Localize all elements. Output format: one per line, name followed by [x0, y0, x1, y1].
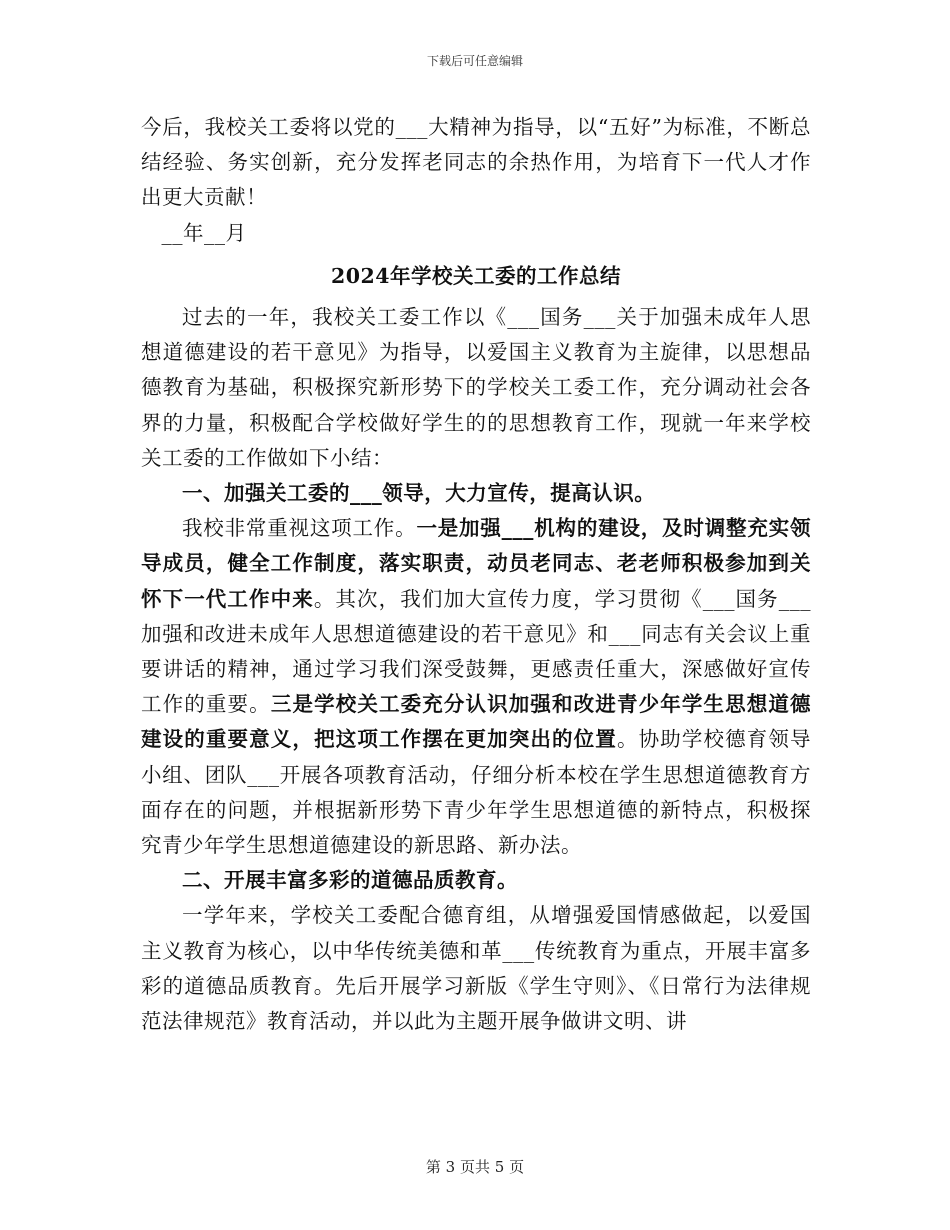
section-2-heading: 二、开展丰富多彩的道德品质教育。: [182, 868, 518, 893]
section-1-paragraph: [141, 511, 811, 863]
section-1-bold-d: 三是学校关工委充分认识加强和改进青少年学生思想道德建设的重要意义，把这项工作摆在更加突出的位置: [141, 692, 812, 752]
section-1-heading: 一、加强关工委的___领导，大力宣传，提高认识。: [182, 481, 656, 506]
section-1-text-a: 我校非常重视这项工作。: [182, 516, 417, 541]
section-2-paragraph: 一学年来，学校关工委配合德育组，从增强爱国情感做起，以爱国主义教育为核心，以中华传统美德和革___传统教育为重点，开展丰富多彩的道德品质教育。先后开展学习新版《学生守则》、《日常行为法律规范法律规范》教育活动，并以此为主题开展争做讲文明、讲: [141, 903, 811, 1034]
opening-paragraph: 过去的一年，我校关工委工作以《___国务___关于加强未成年人思想道德建设的若干意见》为指导，以爱国主义教育为主旋律，以思想品德教育为基础，积极探究新形势下的学校关工委工作，充分调动社会各界的力量，积极配合学校做好学生的的思想教育工作，现就一年来学校关工委的工作做如下小结：: [141, 305, 811, 470]
page-footer: 第 3 页共 5 页: [425, 1158, 525, 1176]
intro-paragraph: 今后，我校关工委将以党的___大精神为指导，以“五好”为标准，不断总结经验、务实创新，充分发挥老同志的余热作用，为培育下一代人才作出更大贡献！: [141, 115, 811, 210]
section-1-text-c: 。其次，我们加大宣传力度，学习贯彻《___国务___加强和改进未成年人思想道德建设的若干意见》和___同志有关会议上重要讲话的精神，通过学习我们深受鼓舞，更感责任重大，深感做好宣传工作的重要。: [141, 586, 811, 717]
document-body: [141, 110, 811, 1039]
section-1-bold-a: 一是加强___机构的建设，及时调整充实领导成员，健全工作制度，落实职责，动员老同志、老老师积极参加到关怀下一代工作中来: [141, 516, 811, 611]
intro-date: __年__月: [161, 220, 247, 245]
document-title: 2024年学校关工委的工作总结: [330, 263, 622, 288]
page-header: 下载后可任意编辑: [426, 54, 523, 68]
section-1-text-e: 。协助学校德育领导小组、团队___开展各项教育活动，仔细分析本校在学生思想道德教育方面存在的问题，并根据新形势下青少年学生思想道德的新特点，积极探究青少年学生思想道德建设的新思路、新办法。: [141, 727, 812, 858]
